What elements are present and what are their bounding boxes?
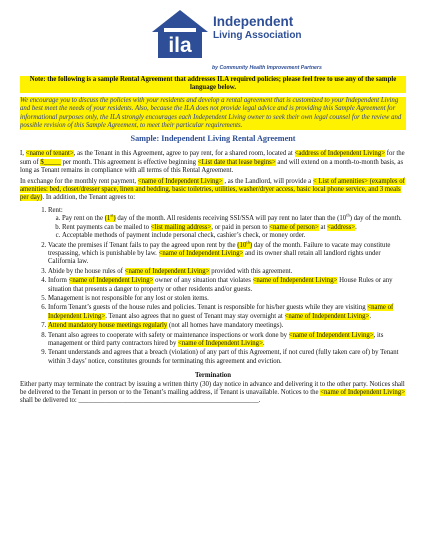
text-run: ) xyxy=(249,241,253,249)
text-run: (10 xyxy=(237,241,247,249)
placeholder-living-name: <name of Independent Living> xyxy=(137,177,223,185)
list-item-breach: 9. Tenant understands and agrees that a breach (violation) of any part of this Agreement, if not cured (fully taken care of) by Tenant within 3 days’ notice, constitutes grounds for terminating this agreement and eviction. xyxy=(48,349,406,366)
placeholder-living-name: <name of Independent Living> xyxy=(124,267,210,275)
text-run: Tenant also agrees to cooperate with safety or maintenance inspections or work done by xyxy=(48,331,289,339)
placeholder-living-name: <name of Independent Living> xyxy=(158,249,244,257)
text-run: , or paid in person to xyxy=(211,223,270,231)
logo-wordmark xyxy=(213,15,302,43)
logo-name-line1: Independent xyxy=(213,14,294,29)
text-run: ) day of the month. xyxy=(349,215,402,223)
list-item-lost-items: 5. Management is not responsible for any lost or stolen items. xyxy=(48,295,406,303)
text-run: , its management or third party contractors hired by xyxy=(48,331,384,347)
intro-guidance: We encourage you to discuss the policies with your residents and develop a rental agreement that is customized to your Independent Living and best meet the needs of your residents. Also, because the ILA does not provide legal advice and is providing this Sample Agreement for informational purposes only, the ILA strongly encourages each Independent Living owner to seek their own legal counsel for the review and possible revision of this Sample Agreement, to meet their particular requirements. xyxy=(20,97,406,131)
superscript: th xyxy=(246,239,250,245)
tenant-obligations-list xyxy=(20,207,406,366)
text-run: Inform xyxy=(48,277,69,285)
agreement-body xyxy=(20,76,406,406)
text-run: Vacate the premises if Tenant fails to pay the agreed upon rent by the xyxy=(48,241,238,249)
superscript: st xyxy=(110,213,114,219)
list-item-vacate xyxy=(48,239,406,267)
termination-heading: Termination xyxy=(194,372,231,380)
text-run: shall be delivered to: _____________________________________________________. xyxy=(20,397,261,405)
text-run: per month. This agreement is effective beginning xyxy=(60,158,198,166)
text-run: House Rules or any situation that presents a danger to property or other residents and/or guests. xyxy=(48,277,393,293)
logo-mark-text: ila xyxy=(168,34,192,57)
placeholder-address: <address of Independent Living> xyxy=(294,150,386,158)
house-logo-icon xyxy=(150,8,210,62)
list-item-house-rules xyxy=(48,268,406,276)
placeholder-due-day xyxy=(105,215,116,222)
text-run: and will extend on a month-to-month basis, as long as Tenant remains in compliance with all terms of this Rental Agreement. xyxy=(20,158,404,175)
placeholder-rent-amount: $_____ xyxy=(40,158,61,166)
text-run: ) xyxy=(113,215,116,223)
agreement-title: Sample: Independent Living Rental Agreement xyxy=(130,134,296,144)
text-run: for the sum of xyxy=(20,150,405,166)
logo-tagline: by Community Health Improvement Partners xyxy=(212,65,322,71)
termination-paragraph xyxy=(20,381,406,406)
text-run: at xyxy=(318,223,328,231)
list-item xyxy=(62,215,406,223)
placeholder-meetings: Attend mandatory house meetings regularly xyxy=(48,322,168,330)
text-run: . xyxy=(262,339,265,347)
placeholder-living-name: <name of Independent Living> xyxy=(48,304,394,320)
text-run: day of the month. All residents receiving SSI/SSA will pay rent no later than the (10 xyxy=(115,215,347,223)
placeholder-mailing-address: <list mailing address> xyxy=(150,223,212,231)
placeholder-person-name: <name of person> xyxy=(269,223,319,231)
logo-name-line2: Living Association xyxy=(213,30,302,41)
placeholder-amenities: < List of amenities> (examples of amenities: bed, closet/dresser space, linen and bedding, basic toiletries, utilities, washer/dryer access, basic local phone service, and 3 meals per day) xyxy=(20,177,405,202)
opening-paragraph xyxy=(20,150,406,175)
list-item: c. Acceptable methods of payment include personal check, cashier’s check, or money order. xyxy=(62,232,406,240)
text-run: owner of any situation that violates xyxy=(153,277,253,285)
list-item xyxy=(62,224,406,232)
list-item-inspections xyxy=(48,332,406,349)
placeholder-living-name: <name of Independent Living> xyxy=(252,277,338,285)
rent-sublist xyxy=(48,215,406,240)
text-run: Inform Tenant’s guests of the house rules and policies. Tenant is responsible for his/her guests while they are visiting xyxy=(48,304,368,312)
text-run: day of the month. Failure to vacate may constitute trespassing, which is punishable by law. xyxy=(48,241,391,257)
list-item-inform-owner xyxy=(48,277,406,294)
text-run: , as the Landlord, will provide a xyxy=(222,177,313,185)
text-run: , as the Tenant in this Agreement, agree to pay rent, for a shared room, located at xyxy=(73,150,295,158)
list-item-meetings xyxy=(48,322,406,330)
text-run: (not all homes have mandatory meetings). xyxy=(167,322,284,330)
text-run: (1 xyxy=(104,215,111,223)
placeholder-payment-address: <address> xyxy=(327,223,356,231)
placeholder-living-name: <name of Independent Living> xyxy=(320,389,406,396)
placeholder-living-name: <name of Independent Living> xyxy=(178,339,263,347)
ila-logo xyxy=(150,8,320,70)
exchange-paragraph xyxy=(20,178,406,203)
text-run: . xyxy=(355,223,357,231)
placeholder-vacate-day xyxy=(237,239,253,249)
text-run: Pay rent on the xyxy=(62,215,105,223)
text-run: . Tenant also agrees that no guest of Tenant may stay overnight at xyxy=(105,312,285,320)
placeholder-lease-date: <List date that lease begins> xyxy=(197,158,276,166)
placeholder-living-name: <name of Independent Living> xyxy=(68,277,154,285)
superscript: th xyxy=(346,213,350,219)
placeholder-living-name: <name of Independent Living> xyxy=(284,312,370,320)
text-run: . xyxy=(369,312,372,320)
text-run: Rent payments can be mailed to xyxy=(62,223,151,231)
text-run: and its owner shall retain all landlord rights under California law. xyxy=(48,249,381,266)
text-run: Abide by the house rules of xyxy=(48,267,125,275)
text-run: In exchange for the monthly rent payment, xyxy=(20,177,138,185)
text-run: Either party may terminate the contract by issuing a written thirty (30) day notice in advance and delivering it to the other party. Notices shall be delivered to the Tenant in person or to the Tenant’s mailing address, if Tenant is unavailable. Notices to the xyxy=(20,380,405,396)
text-run: I, xyxy=(20,150,26,158)
list-item-rent xyxy=(48,207,406,241)
text-run: . In addition, the Tenant agrees to: xyxy=(42,194,136,202)
list-item-guests xyxy=(48,304,406,321)
placeholder-living-name: <name of Independent Living> xyxy=(288,331,374,339)
text-run: provided with this agreement. xyxy=(209,267,293,275)
placeholder-tenant-name: <name of tenant> xyxy=(25,150,74,158)
rent-label: Rent: xyxy=(48,206,63,214)
sample-note: Note: the following is a sample Rental Agreement that addresses ILA required policies; please feel free to use any of the sample language below. xyxy=(20,76,406,93)
